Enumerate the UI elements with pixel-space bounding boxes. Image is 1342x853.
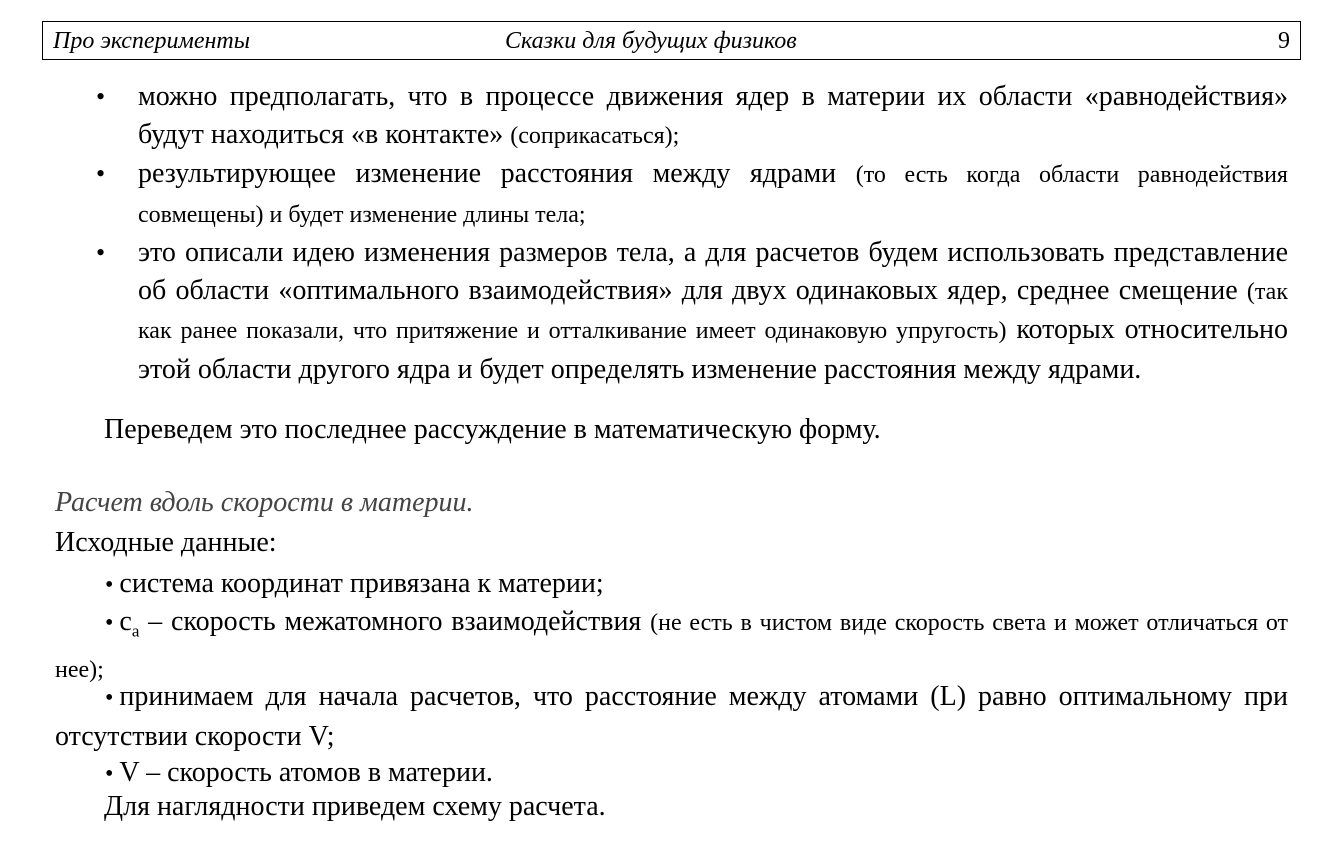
list-item-text: можно предполагать, что в процессе движения ядер в материи их области «равнодействия» будут находиться «в контакте» [138, 81, 1288, 150]
bullet-icon: • [105, 610, 114, 636]
symbol-c: c [119, 606, 132, 637]
bullet-icon: • [105, 761, 114, 787]
header-book-title: Сказки для будущих физиков [505, 28, 797, 54]
data-item-text: принимаем для начала расчетов, что расстояние между атомами (L) равно оптимальному при отсутствии скорости V; [55, 681, 1288, 752]
data-item-text: система координат привязана к материи; [119, 568, 604, 599]
initial-data-label: Исходные данные: [55, 527, 277, 558]
paragraph: Переведем это последнее рассуждение в математическую форму. [104, 414, 881, 445]
list-item-text: это описали идею изменения размеров тела, а для расчетов будем использовать представление об области «оптимального взаимодействия» для двух одинаковых ядер, среднее смещение [138, 237, 1288, 306]
symbol-subscript: a [131, 621, 140, 641]
bullet-icon: • [105, 685, 114, 711]
list-item-note: (так как ранее показали, что притяжение и отталкивание имеет одинаковую упругость) [138, 278, 1288, 344]
page-number: 9 [1278, 28, 1290, 54]
section-subheading: Расчет вдоль скорости в материи. [55, 487, 474, 518]
list-item-text-end: которых относительно этой области другого ядра и будет определять изменение расстояния между ядрами. [138, 314, 1289, 385]
list-item [96, 155, 1288, 234]
data-item-note: (не есть в чистом виде скорость света и может отличаться от нее); [55, 610, 1288, 684]
data-item [55, 678, 1288, 755]
list-item-note: (соприкасаться); [510, 122, 680, 149]
bullet-list [96, 78, 1289, 388]
data-item-text: – скорость межатомного взаимодействия [139, 606, 651, 637]
data-item-text: V – скорость атомов в материи. [119, 757, 493, 788]
bullet-icon: • [96, 82, 106, 111]
data-item [55, 603, 1288, 690]
paragraph: Для наглядности приведем схему расчета. [104, 791, 606, 822]
list-item [96, 234, 1289, 388]
running-header [42, 21, 1301, 60]
bullet-icon: • [96, 238, 106, 267]
data-item [55, 754, 1288, 794]
data-item [55, 565, 1288, 605]
header-section-title: Про эксперименты [53, 28, 250, 54]
list-item-note: (то есть когда области равнодействия совмещены) и будет изменение длины тела; [138, 162, 1288, 228]
bullet-icon: • [96, 159, 106, 188]
bullet-icon: • [105, 572, 114, 598]
list-item [96, 78, 1288, 155]
list-item-text: результирующее изменение расстояния между ядрами [138, 158, 856, 189]
